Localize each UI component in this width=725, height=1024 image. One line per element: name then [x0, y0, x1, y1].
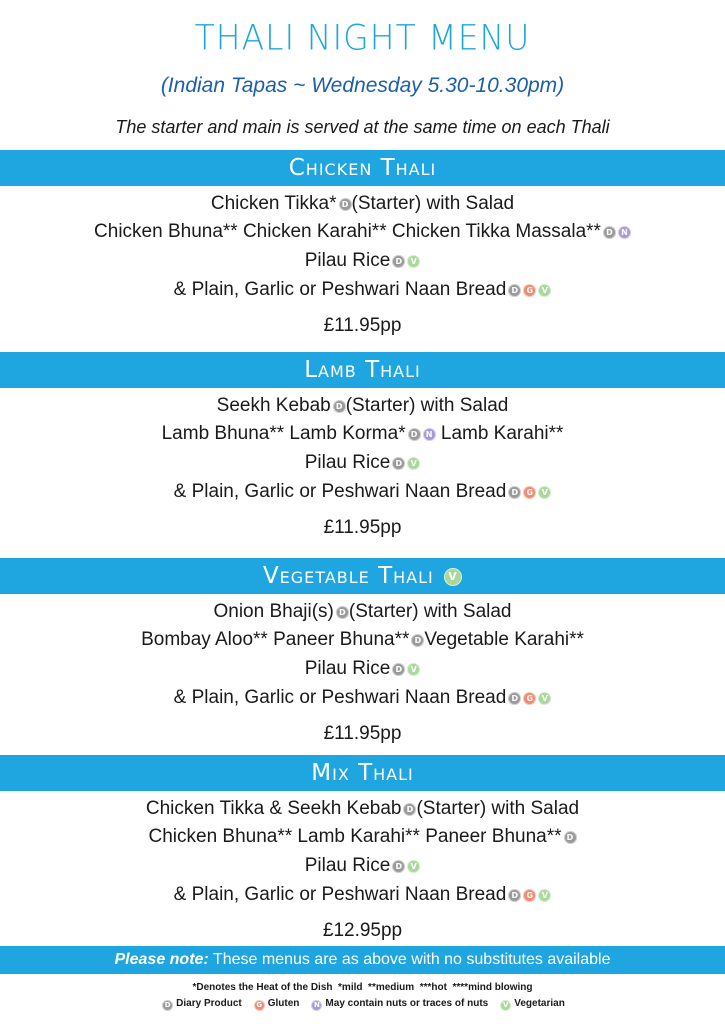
dish-line	[0, 825, 725, 849]
section-heading	[0, 352, 725, 388]
vegetarian-icon: V	[538, 486, 551, 499]
dish-line	[0, 451, 725, 475]
dish-text: Chicken Bhuna** Chicken Karahi** Chicken Tikka Massala**	[94, 221, 601, 242]
price: £11.95pp	[323, 723, 402, 744]
dish-text: Onion Bhaji(s)	[213, 601, 334, 622]
dish-text: Pilau Rice	[304, 658, 391, 679]
gluten-icon: G	[523, 486, 536, 499]
dairy-icon: D	[411, 634, 424, 647]
legend-label: May contain nuts or traces of nuts	[325, 998, 489, 1009]
dish-text: Lamb Karahi**	[435, 423, 564, 444]
dish-text: & Plain, Garlic or Peshwari Naan Bread	[173, 884, 507, 905]
nuts-icon: N	[618, 226, 631, 239]
dish-text: Vegetable Karahi**	[424, 629, 584, 650]
dairy-icon: D	[508, 692, 521, 705]
dish-line	[0, 220, 725, 244]
dish-text: Chicken Bhuna** Lamb Karahi** Paneer Bhuna**	[148, 826, 562, 847]
nuts-icon: N	[311, 1000, 322, 1011]
gluten-icon: G	[523, 889, 536, 902]
dish-text: Lamb Bhuna** Lamb Korma*	[161, 423, 406, 444]
dish-text: Chicken Tikka*	[210, 193, 337, 214]
dairy-icon: D	[162, 1000, 173, 1011]
dish-line	[0, 249, 725, 273]
section-heading-text: Vegetable Thali	[262, 563, 434, 589]
dairy-icon: D	[339, 198, 352, 211]
vegetarian-icon: V	[538, 692, 551, 705]
dairy-icon: D	[333, 400, 346, 413]
dish-line	[0, 278, 725, 302]
dish-text: Pilau Rice	[304, 250, 391, 271]
dish-line	[0, 657, 725, 681]
legend-label: Diary Product	[176, 998, 242, 1009]
dairy-icon: D	[603, 226, 616, 239]
dish-line	[0, 854, 725, 878]
section-heading	[0, 150, 725, 186]
dish-text: (Starter) with Salad	[416, 798, 580, 819]
menu-title: THALI NIGHT MENU	[194, 17, 531, 58]
menu-intro: The starter and main is served at the same time on each Thali	[115, 117, 610, 137]
dish-text: Chicken Tikka & Seekh Kebab	[145, 798, 402, 819]
dish-line	[0, 686, 725, 710]
dish-text: (Starter) with Salad	[345, 395, 509, 416]
heat-key: *Denotes the Heat of the Dish *mild **medium ***hot ****mind blowing	[192, 982, 533, 993]
section-heading	[0, 558, 725, 594]
nuts-icon: N	[423, 428, 436, 441]
gluten-icon: G	[254, 1000, 265, 1011]
dairy-icon: D	[508, 284, 521, 297]
section-heading-text: Mix Thali	[311, 760, 414, 786]
note-bold: Please note:	[114, 951, 209, 968]
price: £11.95pp	[323, 517, 402, 538]
price: £11.95pp	[323, 315, 402, 336]
vegetarian-icon: V	[407, 457, 420, 470]
dish-line	[0, 883, 725, 907]
vegetarian-icon: V	[538, 889, 551, 902]
note-text: These menus are as above with no substitutes available	[208, 951, 611, 968]
dish-text: Seekh Kebab	[216, 395, 331, 416]
legend-label: Gluten	[267, 998, 300, 1009]
dish-text: & Plain, Garlic or Peshwari Naan Bread	[173, 279, 507, 300]
gluten-icon: G	[523, 284, 536, 297]
menu-subtitle: (Indian Tapas ~ Wednesday 5.30-10.30pm)	[160, 74, 565, 97]
section-heading	[0, 755, 725, 791]
vegetarian-icon: V	[538, 284, 551, 297]
dairy-icon: D	[564, 831, 577, 844]
dairy-icon: D	[392, 663, 405, 676]
dish-text: Bombay Aloo** Paneer Bhuna**	[141, 629, 410, 650]
vegetarian-icon: V	[407, 860, 420, 873]
price: £12.95pp	[322, 920, 403, 941]
dairy-icon: D	[508, 486, 521, 499]
vegetarian-icon: V	[500, 1000, 511, 1011]
dairy-icon: D	[336, 606, 349, 619]
dish-line	[0, 394, 725, 418]
please-note-banner	[0, 946, 725, 974]
dish-line	[0, 422, 725, 446]
vegetarian-icon: V	[407, 663, 420, 676]
section-heading-text: Chicken Thali	[288, 155, 437, 181]
section-heading-text: Lamb Thali	[304, 357, 421, 383]
dish-text: (Starter) with Salad	[348, 601, 512, 622]
dairy-icon: D	[392, 255, 405, 268]
dish-line	[0, 628, 725, 652]
dish-text: & Plain, Garlic or Peshwari Naan Bread	[173, 481, 507, 502]
dish-line	[0, 480, 725, 504]
dish-text: Pilau Rice	[304, 452, 391, 473]
dish-line	[0, 797, 725, 821]
dish-text: Pilau Rice	[304, 855, 391, 876]
gluten-icon: G	[523, 692, 536, 705]
dairy-icon: D	[508, 889, 521, 902]
vegetarian-icon: V	[407, 255, 420, 268]
allergen-legend	[0, 998, 725, 1011]
dairy-icon: D	[392, 860, 405, 873]
dish-text: (Starter) with Salad	[351, 193, 515, 214]
dairy-icon: D	[408, 428, 421, 441]
legend-label: Vegetarian	[514, 998, 565, 1009]
dairy-icon: D	[392, 457, 405, 470]
dish-text: & Plain, Garlic or Peshwari Naan Bread	[173, 687, 507, 708]
vegetarian-icon: V	[444, 568, 462, 586]
dairy-icon: D	[403, 803, 416, 816]
dish-line	[0, 600, 725, 624]
dish-line	[0, 192, 725, 216]
